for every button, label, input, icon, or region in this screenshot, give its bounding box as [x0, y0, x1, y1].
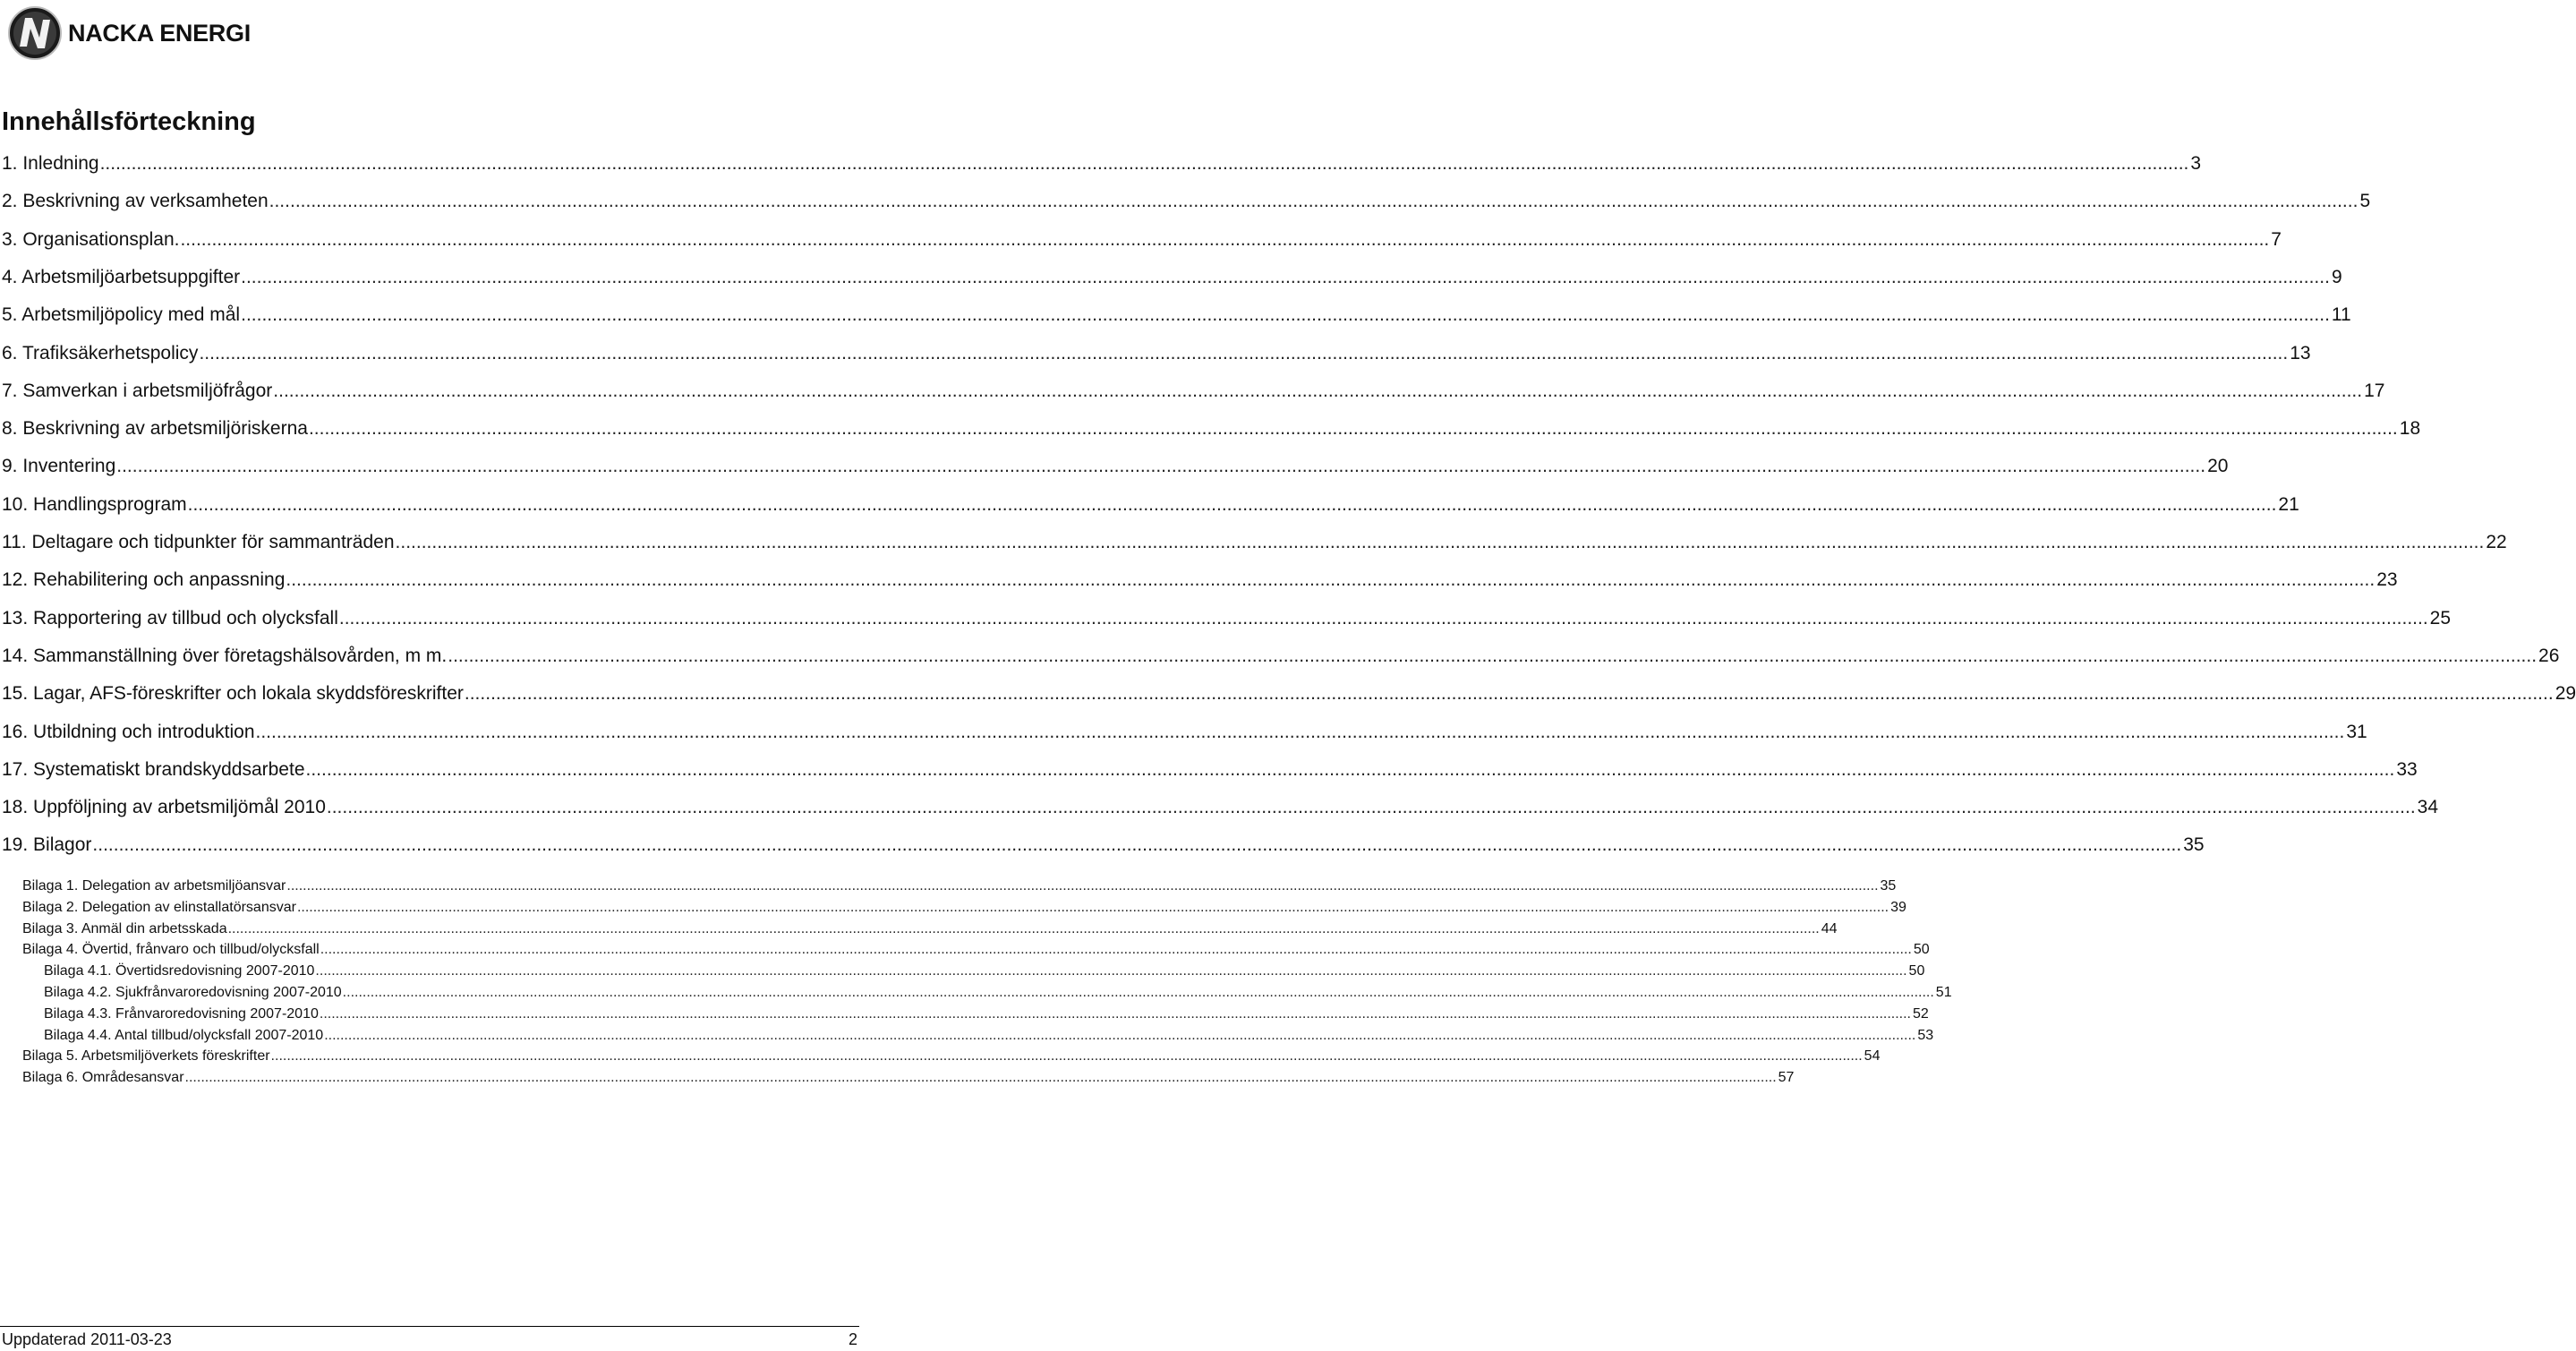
toc-entry[interactable]	[2, 304, 2351, 342]
toc-entry-page: 25	[2429, 607, 2452, 628]
toc-entry[interactable]	[2, 797, 2439, 834]
toc-dot-leader: ................................................................................................................................................................................................................................................................................................................................................................................................................	[273, 380, 2363, 401]
toc-entry-label: 17. Systematiskt brandskyddsarbete	[2, 758, 305, 780]
logo-text: NACKA ENERGI	[68, 19, 251, 47]
toc-entry-page: 53	[1917, 1027, 1934, 1043]
toc-entry-page: 20	[2207, 456, 2229, 477]
toc-entry-page: 23	[2376, 569, 2398, 591]
toc-entry-label: 4. Arbetsmiljöarbetsuppgifter	[2, 266, 241, 287]
toc-dot-leader: ................................................................................................................................................................................................................................................................................................................................................................................................................	[180, 228, 2270, 250]
toc-entry[interactable]	[2, 456, 2229, 493]
toc-entry[interactable]	[2, 153, 2202, 191]
toc-entry-label: Bilaga 4.4. Antal tillbud/olycksfall 2007-2010	[44, 1027, 324, 1043]
toc-dot-leader: ................................................................................................................................................................................................................................................................................................................................................................................................................	[319, 1005, 1911, 1022]
toc-entry-page: 18	[2399, 418, 2421, 440]
toc-entry[interactable]	[2, 191, 2371, 228]
toc-entry-label: 10. Handlingsprogram	[2, 493, 187, 515]
toc-entry[interactable]	[2, 645, 2560, 683]
footer-divider	[0, 1326, 859, 1327]
toc-entry-page: 17	[2364, 380, 2385, 401]
toc-entry-page: 44	[1821, 920, 1838, 936]
toc-dot-leader: ................................................................................................................................................................................................................................................................................................................................................................................................................	[320, 942, 1912, 958]
toc-entry[interactable]	[22, 1048, 1881, 1070]
toc-dot-leader: ................................................................................................................................................................................................................................................................................................................................................................................................................	[342, 985, 1934, 1000]
toc-dot-leader: ................................................................................................................................................................................................................................................................................................................................................................................................................	[326, 797, 2416, 818]
toc-entry-page: 50	[1913, 942, 1930, 958]
toc-entry[interactable]	[44, 1027, 1934, 1049]
toc-entry-page: 35	[2183, 834, 2205, 856]
toc-entry-page: 57	[1778, 1070, 1795, 1086]
toc-entry[interactable]	[22, 899, 1906, 921]
toc-dot-leader: ................................................................................................................................................................................................................................................................................................................................................................................................................	[315, 963, 1907, 979]
toc-entry-page: 5	[2359, 191, 2371, 212]
toc-entry-page: 31	[2346, 721, 2367, 742]
toc-dot-leader: ................................................................................................................................................................................................................................................................................................................................................................................................................	[464, 683, 2554, 705]
toc-entry-label: Bilaga 3. Anmäl din arbetsskada	[22, 920, 227, 936]
toc-entry[interactable]	[44, 963, 1925, 985]
toc-dot-leader: ................................................................................................................................................................................................................................................................................................................................................................................................................	[270, 1048, 1863, 1065]
toc-dot-leader: ................................................................................................................................................................................................................................................................................................................................................................................................................	[92, 834, 2182, 856]
toc-entry-label: 1. Inledning	[2, 153, 99, 174]
toc-entry-label: Bilaga 1. Delegation av arbetsmiljöansvar	[22, 878, 286, 894]
toc-entry[interactable]	[2, 569, 2398, 607]
toc-entry[interactable]	[2, 758, 2418, 797]
toc-dot-leader: ................................................................................................................................................................................................................................................................................................................................................................................................................	[99, 153, 2189, 174]
toc-entry-label: 11. Deltagare och tidpunkter för sammanträden	[2, 532, 395, 552]
toc-entry-page: 29	[2555, 683, 2576, 705]
toc-entry-page: 26	[2538, 645, 2560, 666]
toc-entry-label: 9. Inventering	[2, 456, 116, 477]
footer-page-number: 2	[848, 1330, 857, 1348]
toc-dot-leader: ................................................................................................................................................................................................................................................................................................................................................................................................................	[286, 878, 1879, 894]
toc-entry-label: Bilaga 4. Övertid, frånvaro och tillbud/olycksfall	[22, 942, 320, 958]
toc-entry-page: 3	[2190, 153, 2202, 174]
toc-entry-label: Bilaga 4.2. Sjukfrånvaroredovisning 2007-2010	[44, 985, 342, 1000]
toc-entry-label: 7. Samverkan i arbetsmiljöfrågor	[2, 380, 273, 401]
footer-updated: Uppdaterad 2011-03-23	[2, 1330, 172, 1348]
toc-dot-leader: ................................................................................................................................................................................................................................................................................................................................................................................................................	[255, 721, 2345, 742]
toc-entry[interactable]	[2, 532, 2507, 569]
toc-entry-page: 50	[1908, 963, 1925, 979]
toc-dot-leader: ................................................................................................................................................................................................................................................................................................................................................................................................................	[296, 899, 1889, 915]
toc-entry-label: 12. Rehabilitering och anpassning	[2, 569, 286, 591]
toc-entry[interactable]	[22, 1070, 1795, 1091]
toc-entry-label: 14. Sammanställning över företagshälsovården, m m.	[2, 645, 448, 666]
toc-entry-label: 2. Beskrivning av verksamheten	[2, 191, 269, 212]
toc-entry[interactable]	[22, 942, 1930, 963]
toc-dot-leader: ................................................................................................................................................................................................................................................................................................................................................................................................................	[395, 532, 2485, 552]
toc-entry[interactable]	[44, 985, 1952, 1006]
toc-entry-label: Bilaga 2. Delegation av elinstallatörsansvar	[22, 899, 296, 915]
toc-entry-label: 13. Rapportering av tillbud och olycksfall	[2, 607, 338, 628]
toc-entry-page: 21	[2278, 493, 2299, 515]
toc-dot-leader: ................................................................................................................................................................................................................................................................................................................................................................................................................	[338, 607, 2428, 628]
toc-entry[interactable]	[2, 834, 2205, 872]
toc-dot-leader: ................................................................................................................................................................................................................................................................................................................................................................................................................	[199, 342, 2289, 363]
toc-entry-label: Bilaga 4.1. Övertidsredovisning 2007-2010	[44, 963, 315, 979]
toc-dot-leader: ................................................................................................................................................................................................................................................................................................................................................................................................................	[184, 1070, 1777, 1086]
toc-entry-label: 5. Arbetsmiljöpolicy med mål	[2, 304, 241, 326]
toc-entry-page: 13	[2290, 342, 2311, 363]
toc-entry[interactable]	[44, 1005, 1929, 1028]
toc-entry[interactable]	[22, 878, 1897, 900]
toc-entry[interactable]	[22, 920, 1838, 943]
toc-entry-label: 16. Utbildning och introduktion	[2, 721, 255, 742]
toc-dot-leader: ................................................................................................................................................................................................................................................................................................................................................................................................................	[241, 266, 2330, 287]
toc-dot-leader: ................................................................................................................................................................................................................................................................................................................................................................................................................	[286, 569, 2376, 591]
toc-entry-page: 7	[2271, 228, 2282, 250]
toc-entry-label: 3. Organisationsplan.	[2, 228, 180, 250]
toc-entry-label: 19. Bilagor	[2, 834, 92, 856]
toc-dot-leader: ................................................................................................................................................................................................................................................................................................................................................................................................................	[241, 304, 2330, 326]
toc-dot-leader: ................................................................................................................................................................................................................................................................................................................................................................................................................	[305, 758, 2395, 780]
toc-entry-page: 51	[1935, 985, 1952, 1000]
toc-entry-label: Bilaga 4.3. Frånvaroredovisning 2007-2010	[44, 1005, 319, 1022]
toc-entry-page: 9	[2331, 266, 2342, 287]
page-title: Innehållsförteckning	[2, 107, 256, 136]
toc-dot-leader: ................................................................................................................................................................................................................................................................................................................................................................................................................	[116, 456, 2206, 477]
toc-entry-page: 54	[1864, 1048, 1881, 1065]
toc-dot-leader: ................................................................................................................................................................................................................................................................................................................................................................................................................	[448, 645, 2538, 666]
header-logo	[7, 5, 251, 61]
toc-entry[interactable]	[2, 342, 2311, 381]
toc-dot-leader: ................................................................................................................................................................................................................................................................................................................................................................................................................	[324, 1027, 1916, 1043]
toc-entry[interactable]	[2, 607, 2452, 646]
toc-entry[interactable]	[2, 493, 2299, 532]
toc-dot-leader: ................................................................................................................................................................................................................................................................................................................................................................................................................	[227, 920, 1820, 936]
toc-entry-label: 18. Uppföljning av arbetsmiljömål 2010	[2, 797, 326, 818]
toc-dot-leader: ................................................................................................................................................................................................................................................................................................................................................................................................................	[308, 418, 2398, 440]
toc-entry[interactable]	[2, 721, 2367, 759]
toc-entry-page: 52	[1913, 1005, 1929, 1022]
toc-entry-page: 39	[1890, 899, 1906, 915]
toc-entry-page: 35	[1880, 878, 1897, 894]
toc-entry[interactable]	[2, 380, 2385, 418]
toc-entry-label: 6. Trafiksäkerhetspolicy	[2, 342, 199, 363]
toc-entry-page: 34	[2417, 797, 2439, 818]
toc-entry[interactable]	[2, 683, 2576, 721]
toc-entry-page: 11	[2331, 304, 2351, 326]
toc-entry-label: 15. Lagar, AFS-föreskrifter och lokala skyddsföreskrifter	[2, 683, 464, 705]
nacka-energi-logo-icon	[7, 5, 63, 61]
toc-entry-label: Bilaga 6. Områdesansvar	[22, 1070, 184, 1086]
toc-entry-label: Bilaga 5. Arbetsmiljöverkets föreskrifter	[22, 1048, 270, 1065]
toc-entry-page: 33	[2396, 758, 2418, 780]
toc-entry-label: 8. Beskrivning av arbetsmiljöriskerna	[2, 418, 308, 440]
toc-entry[interactable]	[2, 228, 2282, 267]
toc-entry-page: 22	[2486, 532, 2507, 552]
toc-entry[interactable]	[2, 418, 2421, 456]
toc-dot-leader: ................................................................................................................................................................................................................................................................................................................................................................................................................	[187, 493, 2277, 515]
toc-entry[interactable]	[2, 266, 2342, 304]
toc-dot-leader: ................................................................................................................................................................................................................................................................................................................................................................................................................	[269, 191, 2358, 212]
